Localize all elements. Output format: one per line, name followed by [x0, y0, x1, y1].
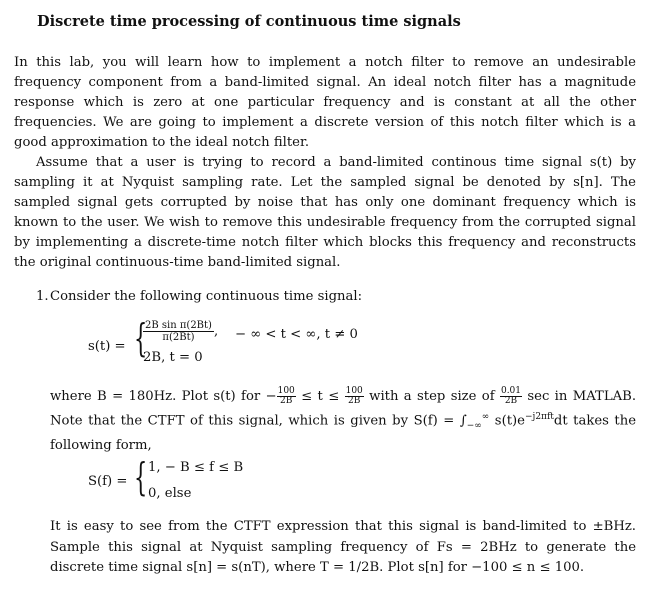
fraction-100-over-2b-b	[345, 387, 364, 406]
intro-paragraph: In this lab, you will learn how to implement a notch filter to remove an undesirable frequency component from a band-limited signal. An ideal notch filter has a magnitude response which is zero at one particular frequency and is constant at all the other frequencies. We are going to implement a discrete version of this notch filter which is a good approximation to the ideal notch filter.	[14, 55, 636, 150]
fraction-100-over-2b-a	[277, 387, 296, 406]
eq2-case2: 0, else	[148, 486, 192, 501]
fraction-denominator: 2B	[280, 396, 293, 406]
closing-paragraph: It is easy to see from the CTFT expression that this signal is band-limited to ±BHz. Sample this signal at Nyquist sampling frequency of Fs = 2BHz to generate the discrete time signal s[n] = s(nT), where T = 1/2B. Plot s[n] for −100 ≤ n ≤ 100.	[50, 519, 636, 575]
eq1-case1-numerator: 2B sin π(2Bt)	[145, 320, 212, 331]
fraction-numerator: 0.01	[500, 386, 522, 396]
fraction-denominator: 2B	[348, 396, 361, 406]
fraction-step-size	[500, 387, 522, 406]
eq1-case2: 2B, t = 0	[143, 350, 203, 365]
plot-text-e: s(t)e	[489, 413, 525, 429]
plot-text-c: with a step size of	[363, 389, 500, 404]
integral-lower-limit: −∞	[466, 421, 482, 432]
eq1-lhs: s(t) =	[88, 339, 126, 354]
plot-text-d: sec in MATLAB. Note that the CTFT of this signal, which is given by S(f) = ∫	[50, 389, 637, 429]
integral-upper-limit: ∞	[481, 412, 490, 422]
eq1-case1-denominator: π(2Bt)	[162, 332, 195, 343]
fraction-numerator: 100	[277, 386, 295, 396]
assumption-paragraph: Assume that a user is trying to record a band-limited continous time signal s(t) by sampling it at Nyquist sampling rate. Let the sampled signal be denoted by s[n]. The sampled signal gets corrupted by noise that has only one dominant frequency which is known to the user. We wish to remove this undesirable frequency from the corrupted signal by implementing a discrete-time notch filter which blocks this frequency and reconstructs the original continuous-time band-limited signal.	[14, 155, 636, 270]
plot-instructions	[50, 387, 636, 456]
eq1-case1	[143, 320, 218, 343]
eq1-case1-sep: ,	[213, 324, 219, 339]
eq1-case1-fraction	[143, 320, 214, 343]
exponent: −j2πft	[524, 412, 554, 422]
plot-text-a: where B = 180Hz. Plot s(t) for −	[50, 389, 277, 404]
eq2-brace: {	[134, 455, 148, 499]
eq1-case1-condition: − ∞ < t < ∞, t ≠ 0	[235, 327, 358, 342]
eq2-case1: 1, − B ≤ f ≤ B	[148, 460, 244, 475]
fraction-numerator: 100	[345, 386, 363, 396]
plot-text-f: dt takes the following form,	[50, 413, 636, 454]
plot-text-b: ≤ t ≤	[295, 389, 345, 404]
item-lead: Consider the following continuous time signal:	[50, 289, 363, 304]
page-title: Discrete time processing of continuous time signals	[37, 13, 461, 30]
item-number: 1.	[36, 289, 49, 304]
eq1-brace: {	[134, 316, 148, 360]
fraction-denominator: 2B	[504, 396, 518, 406]
eq2-lhs: S(f) =	[88, 474, 128, 489]
